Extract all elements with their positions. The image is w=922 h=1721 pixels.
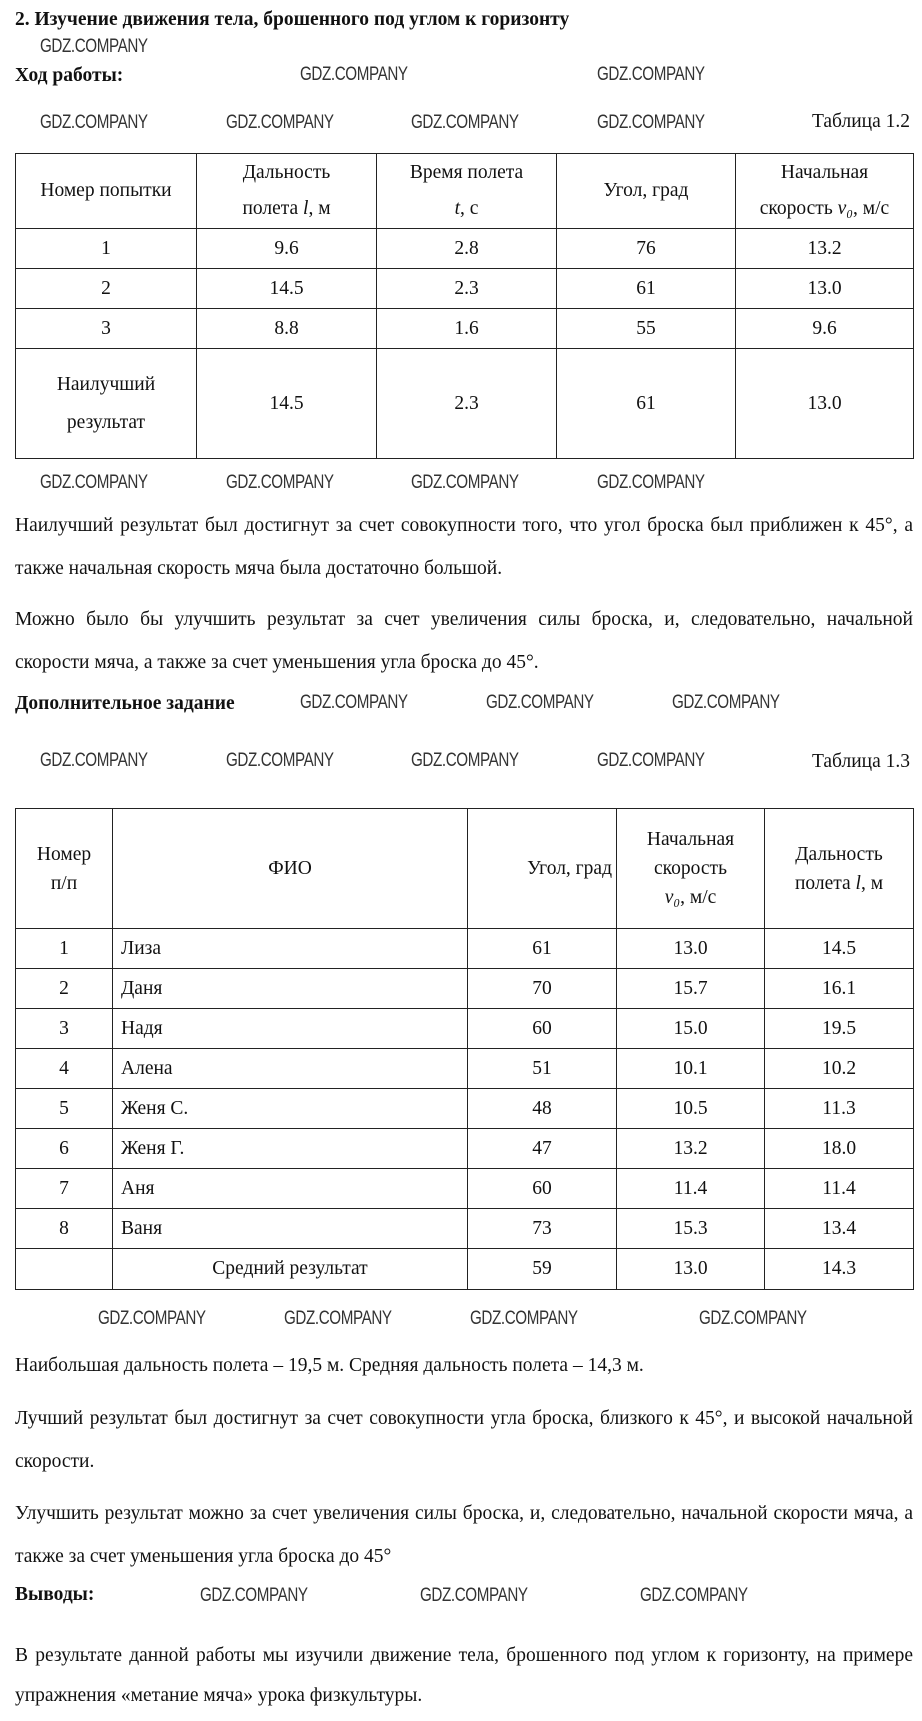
cell-velocity: 13.2 <box>617 1129 765 1169</box>
cell-velocity: 13.2 <box>736 229 914 269</box>
watermark: GDZ.COMPANY <box>226 472 334 493</box>
watermark: GDZ.COMPANY <box>411 112 519 133</box>
watermark: GDZ.COMPANY <box>40 472 148 493</box>
cell-time: 2.3 <box>377 269 557 309</box>
watermark: GDZ.COMPANY <box>40 36 148 57</box>
watermark: GDZ.COMPANY <box>597 750 705 771</box>
cell-number: 6 <box>16 1129 113 1169</box>
section-heading-conclusions: Выводы: <box>15 1584 95 1605</box>
cell-number: 4 <box>16 1049 113 1089</box>
watermark: GDZ.COMPANY <box>640 1585 748 1606</box>
cell-angle: 51 <box>468 1049 617 1089</box>
watermark: GDZ.COMPANY <box>486 692 594 713</box>
table-row <box>16 969 914 1009</box>
best-result-row <box>16 349 914 459</box>
cell-distance: 10.2 <box>765 1049 914 1089</box>
watermark: GDZ.COMPANY <box>672 692 780 713</box>
table-row <box>16 929 914 969</box>
paragraph-best-result: Наилучший результат был достигнут за счет совокупности того, что угол броска был приближен к 45°, а также начальная скорость мяча была достаточно большой. <box>15 515 913 579</box>
cell-angle: 47 <box>468 1129 617 1169</box>
average-row <box>16 1249 914 1290</box>
cell-attempt: 2 <box>16 269 197 309</box>
cell-angle: 48 <box>468 1089 617 1129</box>
cell-distance: 14.5 <box>197 349 377 459</box>
watermark: GDZ.COMPANY <box>597 472 705 493</box>
cell-number: 7 <box>16 1169 113 1209</box>
watermark: GDZ.COMPANY <box>411 750 519 771</box>
cell-best-label: Наилучший результат <box>16 349 197 459</box>
cell-time: 2.3 <box>377 349 557 459</box>
cell-name: Алена <box>113 1049 468 1089</box>
cell-angle: 59 <box>468 1249 617 1290</box>
cell-angle: 73 <box>468 1209 617 1249</box>
table-row <box>16 1049 914 1089</box>
section-heading-additional: Дополнительное задание <box>15 693 235 714</box>
table-row <box>16 309 914 349</box>
watermark: GDZ.COMPANY <box>699 1308 807 1329</box>
cell-distance: 14.5 <box>765 929 914 969</box>
cell-velocity: 13.0 <box>617 1249 765 1290</box>
cell-name: Надя <box>113 1009 468 1049</box>
table-row <box>16 1169 914 1209</box>
cell-angle: 61 <box>557 349 736 459</box>
table-caption-1-2: Таблица 1.2 <box>811 111 910 132</box>
cell-number: 8 <box>16 1209 113 1249</box>
cell-empty <box>16 1249 113 1290</box>
cell-number: 3 <box>16 1009 113 1049</box>
watermark: GDZ.COMPANY <box>284 1308 392 1329</box>
cell-time: 2.8 <box>377 229 557 269</box>
table-row <box>16 1209 914 1249</box>
cell-name: Ваня <box>113 1209 468 1249</box>
results-table-1-3 <box>15 808 914 1290</box>
results-table-1-2 <box>15 153 914 459</box>
cell-number: 2 <box>16 969 113 1009</box>
cell-angle: 60 <box>468 1009 617 1049</box>
cell-angle: 76 <box>557 229 736 269</box>
table-caption-1-3: Таблица 1.3 <box>811 751 910 772</box>
watermark: GDZ.COMPANY <box>300 692 408 713</box>
cell-velocity: 15.3 <box>617 1209 765 1249</box>
section-heading-progress: Ход работы: <box>15 65 124 86</box>
cell-velocity: 13.0 <box>736 349 914 459</box>
watermark: GDZ.COMPANY <box>200 1585 308 1606</box>
watermark: GDZ.COMPANY <box>470 1308 578 1329</box>
cell-velocity: 10.5 <box>617 1089 765 1129</box>
cell-velocity: 13.0 <box>736 269 914 309</box>
watermark: GDZ.COMPANY <box>98 1308 206 1329</box>
cell-number: 1 <box>16 929 113 969</box>
table-header-row <box>16 809 914 929</box>
cell-distance: 14.5 <box>197 269 377 309</box>
cell-distance: 18.0 <box>765 1129 914 1169</box>
table-row <box>16 269 914 309</box>
cell-distance: 8.8 <box>197 309 377 349</box>
cell-name: Женя Г. <box>113 1129 468 1169</box>
cell-velocity: 9.6 <box>736 309 914 349</box>
header-attempt: Номер попытки <box>16 154 197 229</box>
cell-name: Даня <box>113 969 468 1009</box>
cell-attempt: 1 <box>16 229 197 269</box>
paragraph-improvement: Можно было бы улучшить результат за счет увеличения силы броска, и, следовательно, начальной скорости мяча, а также за счет уменьшения угла броска до 45°. <box>15 609 913 673</box>
header-time: Время полета t, с <box>377 154 557 229</box>
cell-angle: 55 <box>557 309 736 349</box>
page-title: 2. Изучение движения тела, брошенного под углом к горизонту <box>15 9 570 30</box>
watermark: GDZ.COMPANY <box>411 472 519 493</box>
table-row <box>16 1129 914 1169</box>
table-row <box>16 1009 914 1049</box>
header-velocity: Начальная скорость v₀, м/с <box>736 154 914 229</box>
header-distance: Дальность полета l, м <box>765 809 914 929</box>
paragraph-conclusion: В результате данной работы мы изучили движение тела, брошенного под углом к горизонту, на примере упражнения «метание мяча» урока физкультуры. <box>15 1645 913 1706</box>
cell-distance: 19.5 <box>765 1009 914 1049</box>
header-angle: Угол, град <box>468 809 617 929</box>
watermark: GDZ.COMPANY <box>300 64 408 85</box>
cell-average-label: Средний результат <box>113 1249 468 1290</box>
cell-time: 1.6 <box>377 309 557 349</box>
watermark: GDZ.COMPANY <box>597 64 705 85</box>
header-distance: Дальность полета l, м <box>197 154 377 229</box>
cell-distance: 13.4 <box>765 1209 914 1249</box>
watermark: GDZ.COMPANY <box>420 1585 528 1606</box>
cell-velocity: 11.4 <box>617 1169 765 1209</box>
table-row <box>16 229 914 269</box>
header-number: Номер п/п <box>16 809 113 929</box>
cell-velocity: 10.1 <box>617 1049 765 1089</box>
cell-attempt: 3 <box>16 309 197 349</box>
paragraph-best-result-2: Лучший результат был достигнут за счет совокупности угла броска, близкого к 45°, и высокой начальной скорости. <box>15 1408 913 1472</box>
table-header-row <box>16 154 914 229</box>
cell-name: Лиза <box>113 929 468 969</box>
watermark: GDZ.COMPANY <box>40 750 148 771</box>
watermark: GDZ.COMPANY <box>226 750 334 771</box>
cell-distance: 11.4 <box>765 1169 914 1209</box>
table-row <box>16 1089 914 1129</box>
paragraph-improvement-2: Улучшить результат можно за счет увеличения силы броска, и, следовательно, начальной скорости мяча, а также за счет уменьшения угла броска до 45° <box>15 1503 913 1567</box>
watermark: GDZ.COMPANY <box>597 112 705 133</box>
cell-velocity: 13.0 <box>617 929 765 969</box>
paragraph-max-distance: Наибольшая дальность полета – 19,5 м. Средняя дальность полета – 14,3 м. <box>15 1355 644 1376</box>
cell-velocity: 15.0 <box>617 1009 765 1049</box>
cell-distance: 9.6 <box>197 229 377 269</box>
cell-distance: 11.3 <box>765 1089 914 1129</box>
watermark: GDZ.COMPANY <box>226 112 334 133</box>
cell-velocity: 15.7 <box>617 969 765 1009</box>
header-name: ФИО <box>113 809 468 929</box>
cell-name: Аня <box>113 1169 468 1209</box>
cell-name: Женя С. <box>113 1089 468 1129</box>
cell-angle: 70 <box>468 969 617 1009</box>
watermark: GDZ.COMPANY <box>40 112 148 133</box>
cell-distance: 14.3 <box>765 1249 914 1290</box>
cell-number: 5 <box>16 1089 113 1129</box>
cell-distance: 16.1 <box>765 969 914 1009</box>
header-velocity: Начальная скорость v₀, м/с <box>617 809 765 929</box>
cell-angle: 61 <box>557 269 736 309</box>
cell-angle: 61 <box>468 929 617 969</box>
cell-angle: 60 <box>468 1169 617 1209</box>
header-angle: Угол, град <box>557 154 736 229</box>
